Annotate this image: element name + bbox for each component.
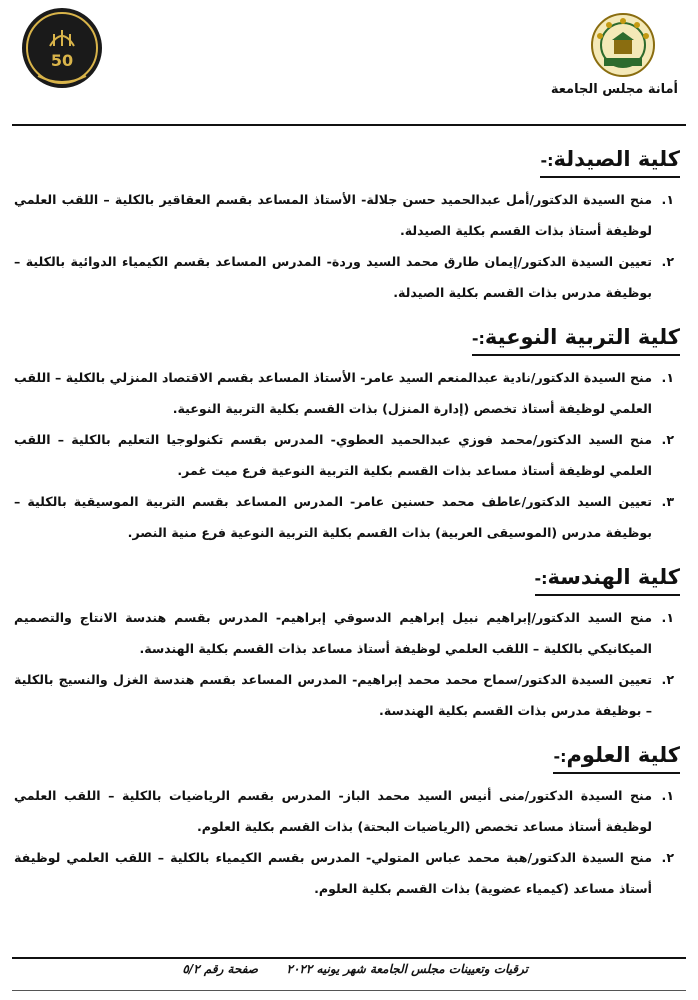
list-item: ٢. تعيين السيدة الدكتور/سماح محمد محمد إبراهيم- المدرس المساعد بقسم هندسة الغزل والنسيج بالكلية – بوظيفة مدرس بذات القسم بكلية الهندسة. bbox=[14, 672, 674, 718]
list-item: ٣. تعيين السيد الدكتور/عاطف محمد حسنين عامر- المدرس المساعد بقسم التربية الموسيقية بالكلية – بوظيفة مدرس (الموسيقى العربية) بذات القسم بكلية التربية النوعية فرع منية النصر. bbox=[14, 494, 674, 540]
section-heading: كلية الصيدلة:- bbox=[540, 144, 680, 178]
list-item: ١. منح السيد الدكتور/إبراهيم نبيل إبراهيم الدسوقي إبراهيم- المدرس بقسم هندسة الانتاج والتصميم الميكانيكي بالكلية – اللقب العلمي لوظيفة أستاذ مساعد بذات القسم بكلية الهندسة. bbox=[14, 610, 674, 656]
bottom-divider bbox=[12, 990, 686, 991]
page-number: صفحة رقم ٥/٢ bbox=[182, 962, 258, 976]
section-pharmacy bbox=[14, 130, 680, 308]
page-header bbox=[0, 0, 698, 118]
header-divider bbox=[12, 124, 686, 126]
university-block bbox=[550, 12, 678, 97]
section-heading: كلية الهندسة:- bbox=[535, 562, 681, 596]
document-body bbox=[14, 130, 680, 904]
section-engineering bbox=[14, 548, 680, 726]
section-heading: كلية العلوم:- bbox=[553, 740, 680, 774]
section-specific-education bbox=[14, 308, 680, 548]
list-item: ١. منح السيدة الدكتور/منى أنيس السيد محمد الباز- المدرس بقسم الرياضيات بالكلية – اللقب العلمي لوظيفة أستاذ مساعد تخصص (الرياضيات البحتة) بذات القسم بكلية العلوم. bbox=[14, 788, 674, 834]
section-science bbox=[14, 726, 680, 904]
list-item: ٢. تعيين السيدة الدكتور/إيمان طارق محمد السيد وردة- المدرس المساعد بقسم الكيمياء الدوائية بالكلية – بوظيفة مدرس بذات القسم بكلية الصيدلة. bbox=[14, 254, 674, 300]
list-item: ٢. منح السيدة الدكتور/هبة محمد عباس المتولي- المدرس بقسم الكيمياء بالكلية – اللقب العلمي لوظيفة أستاذ مساعد (كيمياء عضوية) بذات القسم بكلية العلوم. bbox=[14, 850, 674, 896]
anniversary-logo bbox=[20, 6, 104, 90]
list-item: ١. منح السيدة الدكتور/نادية عبدالمنعم السيد عامر- الأستاذ المساعد بقسم الاقتصاد المنزلي بالكلية – اللقب العلمي لوظيفة أستاذ تخصص (إدارة المنزل) بذات القسم بكلية التربية النوعية. bbox=[14, 370, 674, 416]
list-item: ٢. منح السيد الدكتور/محمد فوزي عبدالحميد العطوي- المدرس بقسم تكنولوجيا التعليم بالكلية – اللقب العلمي لوظيفة أستاذ مساعد بذات القسم بكلية التربية النوعية فرع ميت غمر. bbox=[14, 432, 674, 478]
anniversary-block bbox=[18, 6, 104, 90]
svg-text:50: 50 bbox=[50, 51, 74, 70]
council-label: أمانة مجلس الجامعة bbox=[550, 82, 678, 97]
footer-divider bbox=[12, 957, 686, 959]
list-item: ١. منح السيدة الدكتور/أمل عبدالحميد حسن جلالة- الأستاذ المساعد بقسم العقاقير بالكلية – اللقب العلمي لوظيفة أستاذ بذات القسم بكلية الصيدلة. bbox=[14, 192, 674, 238]
section-heading: كلية التربية النوعية:- bbox=[472, 322, 680, 356]
university-logo bbox=[590, 12, 656, 78]
footer-title: ترقيات وتعيينات مجلس الجامعة شهر يونيه ٢٠٢٢ bbox=[286, 962, 528, 976]
